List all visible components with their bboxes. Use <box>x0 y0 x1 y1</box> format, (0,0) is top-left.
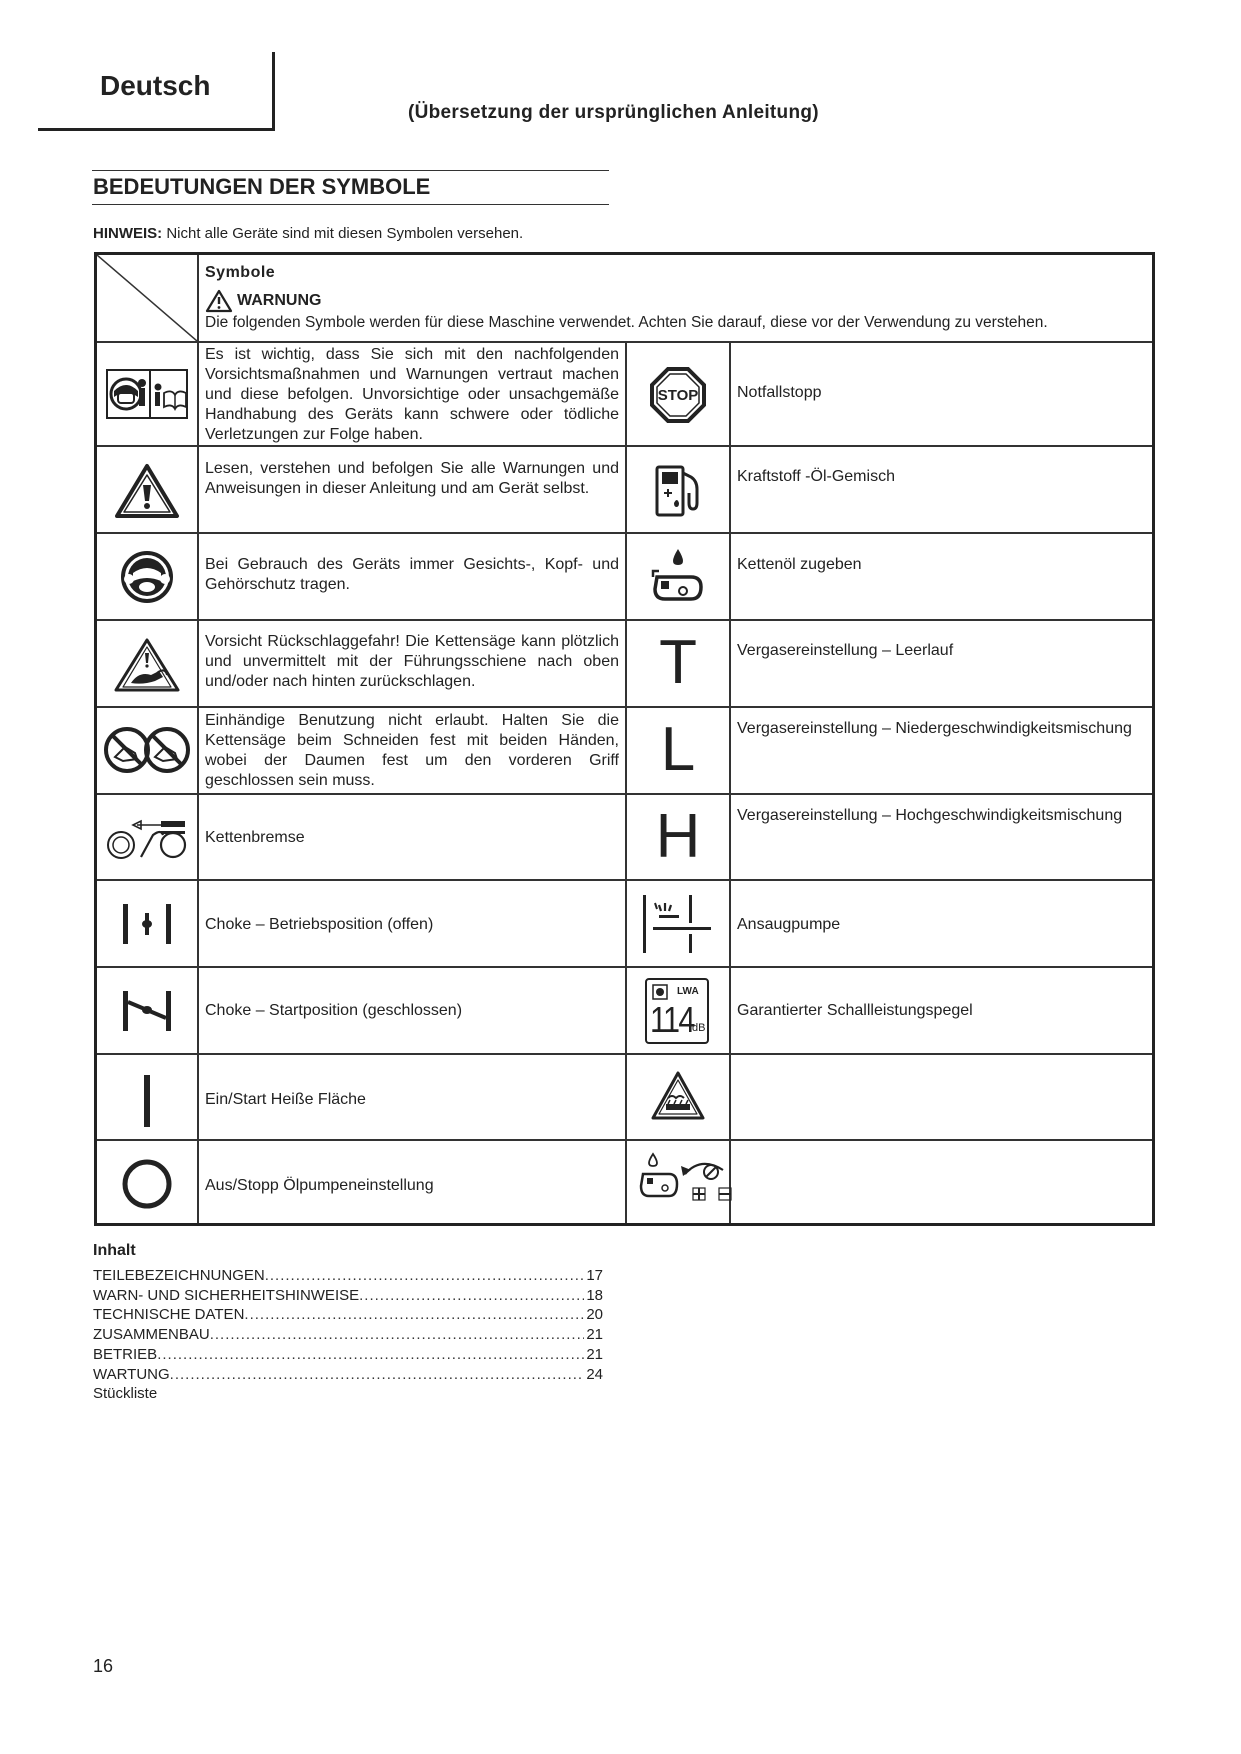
carburetor-l-icon: L <box>660 715 696 784</box>
sound-unit: dB <box>692 1022 706 1034</box>
left-row-6-text: Kettenbremse <box>205 829 305 846</box>
toc-entry-page: 21 <box>586 1326 603 1344</box>
left-row-4-text: Vorsicht Rückschlaggefahr! Die Kettensäge kann plötzlich und unvermittelt mit der Führungsschiene nach oben und/oder nach hinten zurückschlagen. <box>205 633 619 690</box>
toc-dots <box>210 1325 585 1345</box>
toc-entry-page: 20 <box>586 1306 603 1324</box>
toc-entry-label: ZUSAMMENBAU <box>93 1326 210 1344</box>
note-label: HINWEIS: <box>93 225 163 242</box>
title-rule-top <box>92 170 609 171</box>
toc-entry-page: 17 <box>586 1267 603 1284</box>
toc-entry-label: TEILEBEZEICHNUNGEN <box>93 1267 265 1284</box>
right-row-7-text: Ansaugpumpe <box>737 916 841 933</box>
right-row-8-text: Garantierter Schallleistungspegel <box>737 1002 973 1019</box>
language-label: Deutsch <box>100 70 211 101</box>
right-row-5-text: Vergasereinstellung – Niedergeschwindigkeitsmischung <box>737 720 1132 737</box>
right-row-2-text: Kraftstoff -Öl-Gemisch <box>737 468 895 485</box>
toc-dots <box>265 1266 585 1286</box>
fuel-pump-icon <box>653 463 703 519</box>
warning-small-icon <box>205 289 233 313</box>
left-row-1-text: Es ist wichtig, dass Sie sich mit den nachfolgenden Vorsichtsmaßnahmen und Warnungen vertraut machen und diese befolgen. Unvorsichtige oder unsachgemäße Handhabung des Geräts kann schwere oder tödliche Verletzungen zur Folge haben. <box>205 346 619 443</box>
grid-line <box>97 793 1152 795</box>
off-stop-icon <box>119 1158 175 1210</box>
left-row-2-text: Lesen, verstehen und befolgen Sie alle Warnungen und Anweisungen in dieser Anleitung und am Gerät selbst. <box>205 460 619 497</box>
toc-dots <box>244 1305 584 1325</box>
left-row-5-text: Einhändige Benutzung nicht erlaubt. Halten Sie die Kettensäge beim Schneiden fest mit beiden Händen, wobei der Daumen fest um den vorderen Griff geschlossen sein muss. <box>205 712 619 789</box>
header-symbols-title: Symbole <box>205 264 276 281</box>
grid-line <box>97 619 1152 621</box>
table-of-contents <box>93 1266 603 1404</box>
sound-level-value: 114 <box>650 999 694 1040</box>
stop-sign-icon <box>650 367 706 423</box>
stop-glyph: STOP <box>657 387 699 404</box>
left-row-9-text: Ein/Start Heiße Fläche <box>205 1091 366 1108</box>
toc-dots <box>170 1365 585 1385</box>
sound-lwa-label: LWA <box>677 986 699 997</box>
kickback-warning-icon <box>113 637 181 693</box>
toc-entry-label: TECHNISCHE DATEN <box>93 1306 245 1324</box>
page-number: 16 <box>93 1656 114 1676</box>
on-start-icon <box>135 1073 159 1129</box>
left-row-7-text: Choke – Betriebsposition (offen) <box>205 916 434 933</box>
head-protection-icon <box>117 551 177 603</box>
choke-closed-icon <box>117 988 177 1034</box>
right-row-1-text: Notfallstopp <box>737 384 822 401</box>
sound-level-icon <box>645 978 709 1044</box>
toc-title: Inhalt <box>93 1242 136 1259</box>
toc-entry-label: WARN- UND SICHERHEITSHINWEISE <box>93 1286 360 1304</box>
left-row-3-text: Bei Gebrauch des Geräts immer Gesichts-, Kopf- und Gehörschutz tragen. <box>205 556 619 593</box>
note-text: Nicht alle Geräte sind mit diesen Symbolen versehen. <box>162 225 524 242</box>
toc-entry-page: 18 <box>586 1286 603 1304</box>
carburetor-t-icon: T <box>659 628 697 697</box>
left-row-8-text: Choke – Startposition (geschlossen) <box>205 1002 463 1019</box>
oil-pump-adjust-icon <box>639 1148 735 1214</box>
toc-entry[interactable] <box>93 1305 603 1325</box>
left-row-10-text: Aus/Stopp Ölpumpeneinstellung <box>205 1177 434 1194</box>
right-row-3-text: Kettenöl zugeben <box>737 556 862 573</box>
translation-subtitle: (Übersetzung der ursprünglichen Anleitung) <box>408 102 819 123</box>
grid-line <box>97 706 1152 708</box>
primer-pump-icon <box>641 891 717 957</box>
toc-dots <box>359 1286 584 1306</box>
grid-line <box>197 255 199 1223</box>
grid-line <box>97 445 1152 447</box>
toc-entry-label: WARTUNG <box>93 1365 170 1383</box>
toc-entry[interactable] <box>93 1365 603 1385</box>
toc-dots <box>157 1345 584 1365</box>
chain-oil-icon <box>651 547 705 605</box>
section-title: BEDEUTUNGEN DER SYMBOLE <box>93 174 431 199</box>
choke-open-icon <box>117 901 177 947</box>
grid-line <box>97 879 1152 881</box>
toc-entry[interactable] <box>93 1325 603 1345</box>
symbols-table <box>94 252 1155 1226</box>
toc-entry[interactable] <box>93 1266 603 1286</box>
toc-entry[interactable] <box>93 1286 603 1306</box>
header-diagonal <box>97 255 197 341</box>
toc-entry-page: 24 <box>586 1365 603 1383</box>
right-row-6-text: Vergasereinstellung – Hochgeschwindigkeitsmischung <box>737 807 1123 824</box>
warning-triangle-icon <box>114 463 180 519</box>
title-rule-bottom <box>92 204 609 205</box>
grid-line <box>729 342 731 1223</box>
right-row-4-text: Vergasereinstellung – Leerlauf <box>737 642 954 659</box>
grid-line <box>97 1139 1152 1141</box>
toc-entry-page: 21 <box>586 1345 603 1363</box>
warning-label: WARNUNG <box>237 292 322 309</box>
hot-surface-icon <box>650 1070 706 1122</box>
grid-line <box>625 342 627 1223</box>
toc-entry[interactable] <box>93 1345 603 1365</box>
toc-entry-last[interactable]: Stückliste <box>93 1385 158 1403</box>
header-warning <box>205 289 321 313</box>
header-description: Die folgenden Symbole werden für diese Maschine verwendet. Achten Sie darauf, diese vor der Verwendung zu verstehen. <box>205 314 1048 331</box>
grid-line <box>97 966 1152 968</box>
carburetor-h-icon: H <box>655 802 701 871</box>
grid-line <box>97 532 1152 534</box>
no-one-hand-use-icon <box>103 725 191 775</box>
read-manual-icon <box>106 369 188 419</box>
grid-line <box>97 341 1152 343</box>
toc-entry-label: BETRIEB <box>93 1345 158 1363</box>
grid-line <box>97 1053 1152 1055</box>
chain-brake-icon <box>103 817 191 861</box>
note <box>93 225 523 242</box>
